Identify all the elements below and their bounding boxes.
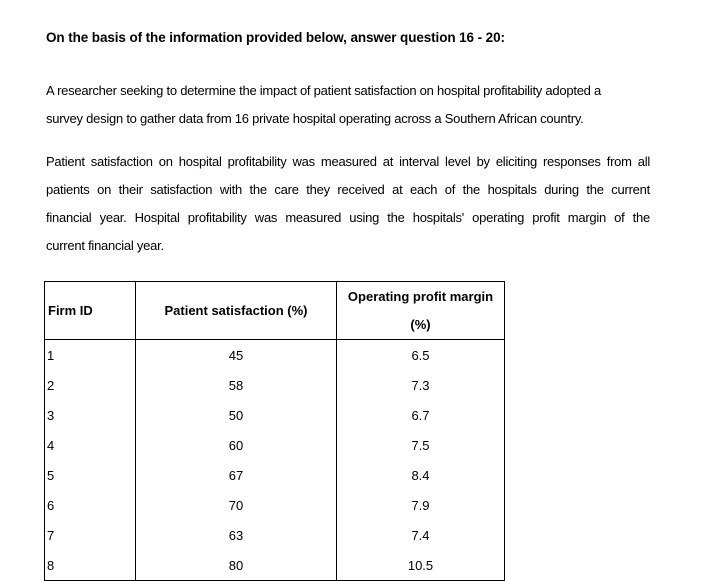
cell-operating-margin: 6.7	[337, 400, 505, 430]
cell-firm-id: 7	[45, 520, 136, 550]
measurement-paragraph	[46, 148, 650, 260]
cell-firm-id: 6	[45, 490, 136, 520]
column-header-patient-satisfaction: Patient satisfaction (%)	[136, 282, 337, 340]
table-row	[45, 490, 505, 520]
cell-patient-satisfaction: 70	[136, 490, 337, 520]
header-line: (%)	[410, 316, 431, 332]
question-heading: On the basis of the information provided below, answer question 16 - 20:	[46, 30, 505, 45]
cell-operating-margin: 7.9	[337, 490, 505, 520]
cell-operating-margin: 10.5	[337, 550, 505, 581]
cell-operating-margin: 7.4	[337, 520, 505, 550]
cell-firm-id: 2	[45, 370, 136, 400]
header-line: Operating profit margin	[347, 288, 494, 304]
table-row	[45, 370, 505, 400]
cell-firm-id: 8	[45, 550, 136, 581]
column-header-operating-profit-margin	[337, 282, 505, 340]
paragraph-line: survey design to gather data from 16 private hospital operating across a Southern African country.	[46, 111, 584, 126]
cell-firm-id: 5	[45, 460, 136, 490]
table-row	[45, 400, 505, 430]
cell-operating-margin: 7.5	[337, 430, 505, 460]
cell-firm-id: 1	[45, 340, 136, 371]
cell-operating-margin: 6.5	[337, 340, 505, 371]
hospital-data-table	[44, 281, 505, 581]
cell-patient-satisfaction: 63	[136, 520, 337, 550]
table-row	[45, 460, 505, 490]
table-row	[45, 340, 505, 371]
paragraph-line: financial year. Hospital profitability was measured using the hospitals' operating profit margin of the	[46, 210, 650, 225]
table-row	[45, 520, 505, 550]
cell-firm-id: 4	[45, 430, 136, 460]
cell-patient-satisfaction: 80	[136, 550, 337, 581]
paragraph-line: current financial year.	[46, 238, 164, 253]
paragraph-line: Patient satisfaction on hospital profitability was measured at interval level by eliciting responses from all	[46, 154, 650, 169]
table-header-row	[45, 282, 505, 340]
cell-patient-satisfaction: 50	[136, 400, 337, 430]
cell-firm-id: 3	[45, 400, 136, 430]
table-row	[45, 430, 505, 460]
cell-operating-margin: 7.3	[337, 370, 505, 400]
cell-patient-satisfaction: 67	[136, 460, 337, 490]
paragraph-line: patients on their satisfaction with the care they received at each of the hospitals during the current	[46, 182, 650, 197]
intro-paragraph	[46, 77, 656, 133]
paragraph-line: A researcher seeking to determine the impact of patient satisfaction on hospital profitability adopted a	[46, 83, 602, 98]
cell-patient-satisfaction: 58	[136, 370, 337, 400]
cell-operating-margin: 8.4	[337, 460, 505, 490]
cell-patient-satisfaction: 45	[136, 340, 337, 371]
cell-patient-satisfaction: 60	[136, 430, 337, 460]
column-header-firm-id: Firm ID	[45, 282, 136, 340]
